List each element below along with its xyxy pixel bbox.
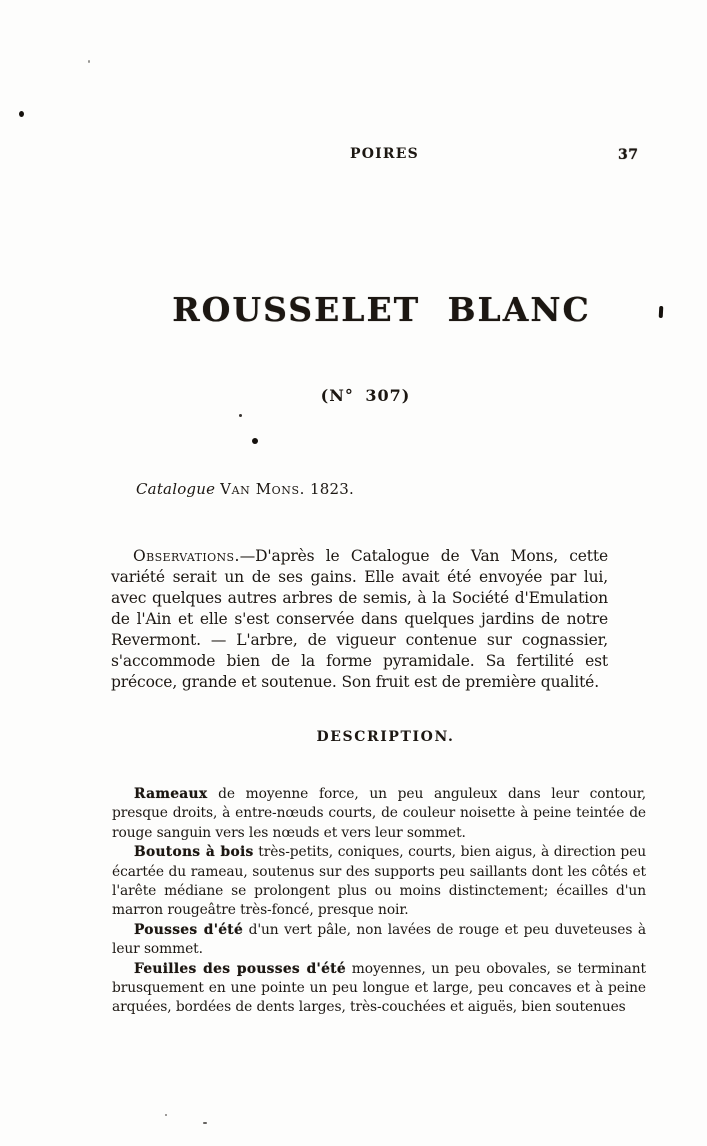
paragraph-boutons-a-bois-text: très-petits, coniques, courts, bien aigus, à direction peu écartée du rameau, soutenus sur des supports peu saillants dont les côtés et l'arête médiane se prolongent plus ou moins distinctement; écailles d'un marron rougeâtre très-foncé, presque noir. xyxy=(112,844,646,919)
description-heading: DESCRIPTION. xyxy=(316,729,455,745)
ink-speck xyxy=(19,111,24,117)
ink-blot xyxy=(659,306,664,318)
headword-rameaux: Rameaux xyxy=(134,786,208,802)
paragraph-feuilles-text: moyennes, un peu obovales, se terminant brusquement en une pointe un peu longue et large, peu concaves et à peine arquées, bordées de dents larges, très-couchées et aiguës, bien soutenues xyxy=(112,960,646,1016)
running-head xyxy=(0,146,707,168)
ink-speck xyxy=(203,1122,207,1124)
description-section xyxy=(112,785,646,1018)
headword-boutons-a-bois: Boutons à bois xyxy=(134,844,254,861)
paragraph-rameaux xyxy=(112,785,646,843)
observations-text: —D'après le Catalogue de Van Mons, cette variété serait un de ses gains. Elle avait été envoyée par lui, avec quelques autres arbres de semis, à la Société d'Emulation de l'Ain et elle s'est conservée dans quelques jardins de notre Revermont. — L'arbre, de vigueur contenue sur cognassier, s'accommode bien de la forme pyramidale. Sa fertilité est précoce, grande et soutenue. Son fruit est de première qualité. xyxy=(111,547,608,691)
observations-lead: Observations. xyxy=(133,547,240,565)
headword-feuilles: Feuilles des pousses d'été xyxy=(134,960,346,977)
variety-title: ROUSSELET BLANC xyxy=(172,290,591,329)
catalogue-year: 1823. xyxy=(310,480,354,498)
section-label: POIRES xyxy=(350,146,419,162)
paragraph-pousses-d-ete-text: d'un vert pâle, non lavées de rouge et peu duveteuses à leur sommet. xyxy=(112,921,646,958)
ink-speck xyxy=(165,1114,167,1116)
paragraph-rameaux-text: de moyenne force, un peu anguleux dans leur contour, presque droits, à entre-nœuds courts, de couleur noisette à peine teintée de rouge sanguin vers les nœuds et vers leur sommet. xyxy=(112,786,646,841)
catalogue-author: Van Mons. xyxy=(220,480,306,498)
ink-speck xyxy=(252,438,258,444)
ink-speck xyxy=(239,414,242,417)
paragraph-pousses-d-ete xyxy=(112,921,646,960)
observations-section xyxy=(111,546,608,693)
observations-paragraph xyxy=(111,546,608,693)
catalogue-label: Catalogue xyxy=(136,480,216,498)
headword-pousses-d-ete: Pousses d'été xyxy=(134,921,244,938)
catalogue-reference xyxy=(136,480,354,498)
paragraph-feuilles xyxy=(112,960,646,1018)
page-number: 37 xyxy=(618,147,639,163)
variety-number: (N° 307) xyxy=(320,386,411,405)
paragraph-boutons-a-bois xyxy=(112,843,646,921)
ink-speck xyxy=(88,60,90,63)
